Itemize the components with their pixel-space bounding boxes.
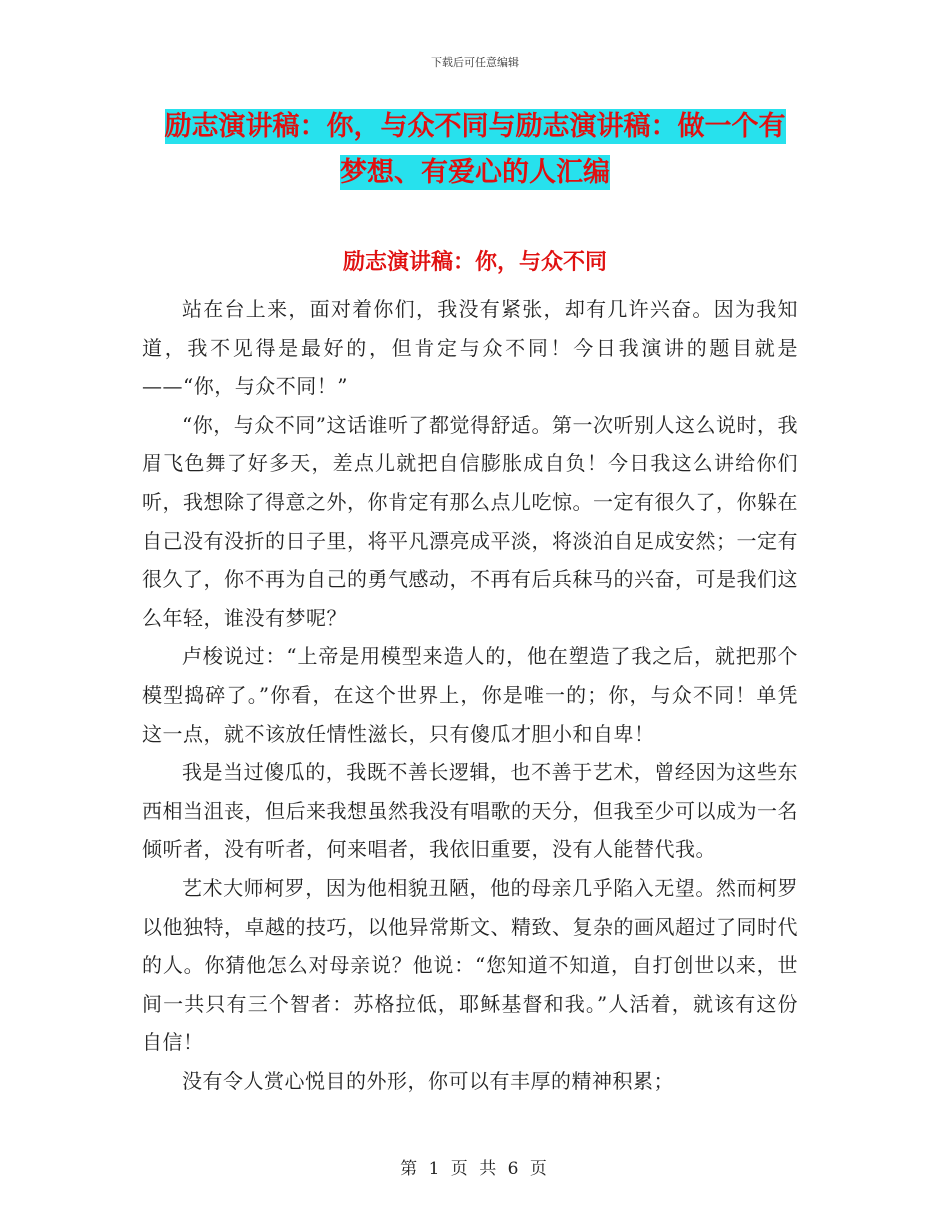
document-title-text-1: 励志演讲稿：你，与众不同与励志演讲稿：做一个有	[164, 111, 786, 142]
paragraph: “你，与众不同”这话谁听了都觉得舒适。第一次听别人这么说时，我眉飞色舞了好多天，差点儿就把自信膨胀成自负！今日我这么讲给你们听，我想除了得意之外，你肯定有那么点儿吃惊。一定有很久了，你躲在自己没有没折的日子里，将平凡漂亮成平淡，将淡泊自足成安然；一定有很久了，你不再为自己的勇气感动，不再有后兵秣马的兴奋，可是我们这么年轻，谁没有梦呢？	[142, 412, 798, 630]
page-footer: 第 1 页 共 6 页	[400, 1159, 550, 1179]
section-title: 励志演讲稿：你，与众不同	[342, 250, 607, 275]
document-title-line-2	[140, 152, 810, 194]
paragraph: 站在台上来，面对着你们，我没有紧张，却有几许兴奋。因为我知道，我不见得是最好的，但肯定与众不同！今日我演讲的题目就是——“你，与众不同！”	[142, 297, 798, 399]
page-header: 下载后可任意编辑	[431, 56, 519, 69]
paragraph: 卢梭说过：“上帝是用模型来造人的，他在塑造了我之后，就把那个模型捣碎了。”你看，在这个世界上，你是唯一的；你，与众不同！单凭这一点，就不该放任情性滋长，只有傻瓜才胆小和自卑！	[142, 644, 798, 746]
paragraph: 没有令人赏心悦目的外形，你可以有丰厚的精神积累；	[182, 1068, 674, 1093]
paragraph: 我是当过傻瓜的，我既不善长逻辑，也不善于艺术，曾经因为这些东西相当沮丧，但后来我想虽然我没有唱歌的天分，但我至少可以成为一名倾听者，没有听者，何来唱者，我依旧重要，没有人能替代我。	[142, 760, 798, 862]
document-title-text-2: 梦想、有爱心的人汇编	[340, 157, 610, 188]
paragraph: 艺术大师柯罗，因为他相貌丑陋，他的母亲几乎陷入无望。然而柯罗以他独特，卓越的技巧，以他异常斯文、精致、复杂的画风超过了同时代的人。你猜他怎么对母亲说？他说：“您知道不知道，自打创世以来，世间一共只有三个智者：苏格拉低，耶稣基督和我。”人活着，就该有这份自信！	[142, 875, 798, 1055]
body-text	[142, 290, 798, 1100]
document-title-line-1	[140, 106, 810, 148]
